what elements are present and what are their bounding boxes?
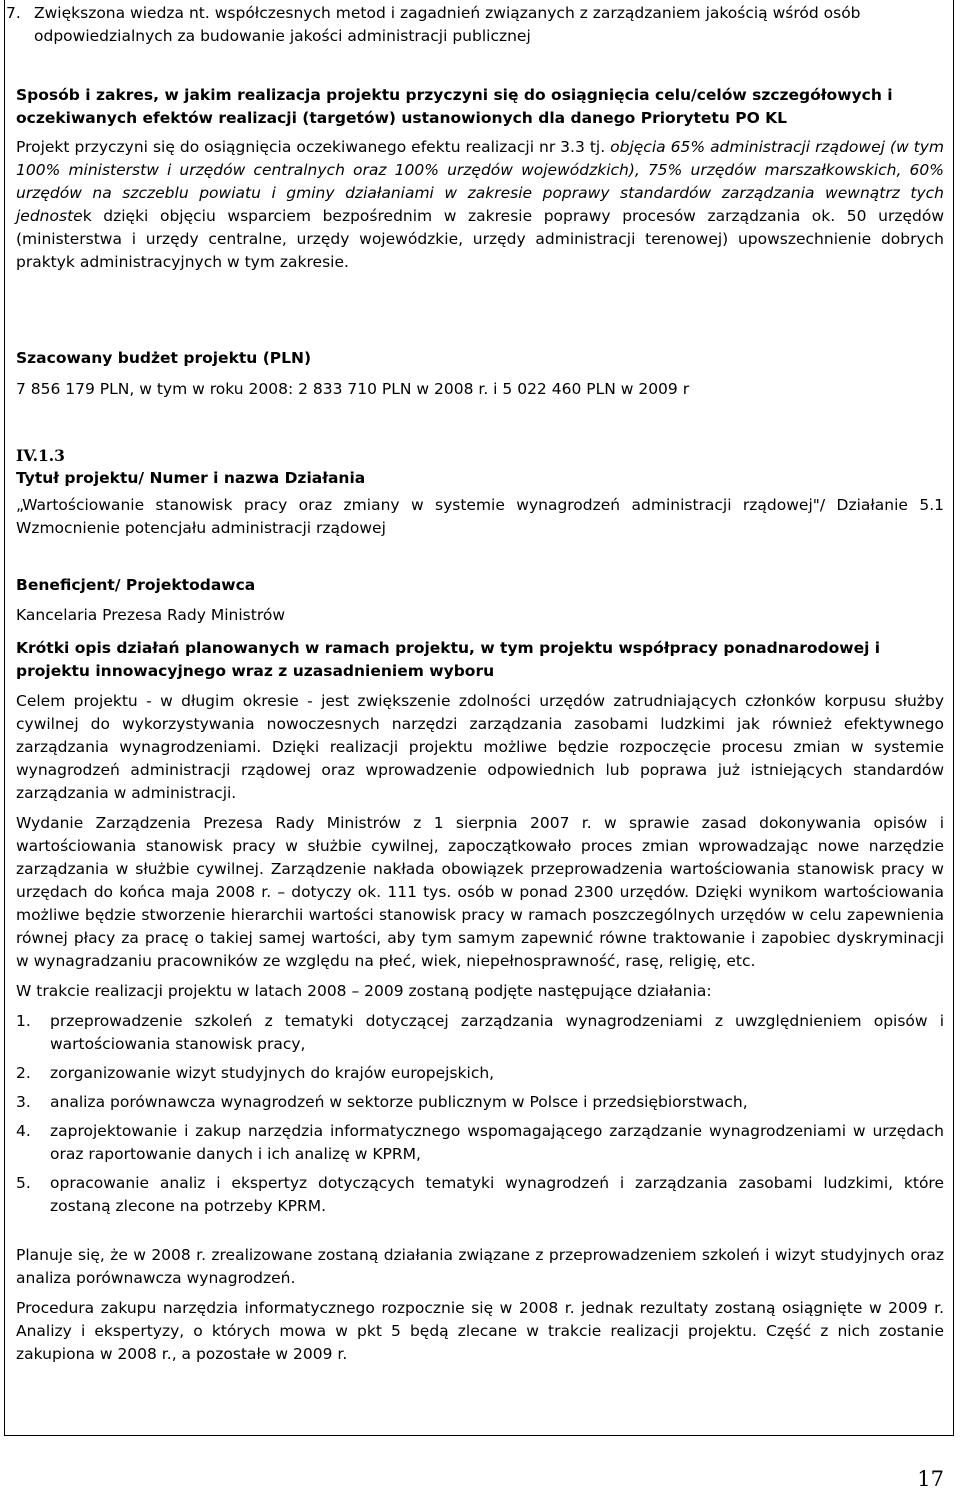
beneficiary-name: Kancelaria Prezesa Rady Ministrów <box>16 606 286 624</box>
sposob-section <box>16 84 944 274</box>
list-item-text: przeprowadzenie szkoleń z tematyki dotyczącej zarządzania wynagrodzeniami z uwzględnieniem opisów i wartościowania stanowisk pracy, <box>50 1012 944 1053</box>
list-item-number: 1. <box>16 1012 31 1030</box>
closing-paragraph-2: Procedura zakupu narzędzia informatycznego rozpocznie się w 2008 r. jednak rezultaty zostaną osiągnięte w 2009 r. Analizy i ekspertyzy, o których mowa w pkt 5 będą zlecane w trakcie realizacji projektu. Część z nich zostanie zakupiona w 2008 r., a pozostałe w 2009 r. <box>16 1299 944 1363</box>
list-item-number: 3. <box>16 1093 31 1111</box>
list-item-number: 2. <box>16 1064 31 1082</box>
closing-paragraph-1: Planuje się, że w 2008 r. zrealizowane zostaną działania związane z przeprowadzeniem szkoleń i wizyt studyjnych oraz analiza porównawcza wynagrodzeń. <box>16 1246 944 1287</box>
list-item <box>16 1091 944 1114</box>
project-number: IV.1.3 <box>16 446 65 465</box>
list-item-text: analiza porównawcza wynagrodzeń w sektorze publicznym w Polsce i przedsiębiorstwach, <box>50 1093 748 1111</box>
project-title: „Wartościowanie stanowisk pracy oraz zmiany w systemie wynagrodzeń administracji rządowej"/ Działanie 5.1 Wzmocnienie potencjału administracji rządowej <box>16 496 944 537</box>
section-7 <box>6 2 946 48</box>
list-item-text: opracowanie analiz i ekspertyz dotyczących tematyki wynagrodzeń i zarządzania zasobami ludzkimi, które zostaną zlecone na potrzeby KPRM. <box>50 1174 944 1215</box>
list-item-number: 5. <box>16 1174 31 1192</box>
title-heading: Tytuł projektu/ Numer i nazwa Działania <box>16 469 366 487</box>
budget-value: 7 856 179 PLN, w tym w roku 2008: 2 833 710 PLN w 2008 r. i 5 022 460 PLN w 2009 r <box>16 380 690 398</box>
paragraph-2: Wydanie Zarządzenia Prezesa Rady Ministrów z 1 sierpnia 2007 r. w sprawie zasad dokonywania opisów i wartościowania stanowisk pracy w służbie cywilnej, zapoczątkowało proces zmian wprowadzając nowe narzędzie zarządzania w służbie cywilnej. Zarządzenie nakłada obowiązek przeprowadzenia wartościowania stanowisk pracy w urzędach do końca maja 2008 r. – dotyczy ok. 111 tys. osób w ponad 2300 urzędów. Dzięki wynikom wartościowania możliwe będzie stworzenie hierarchii wartości stanowisk pracy w ramach poszczególnych urzędów w celu zapewnienia równej płacy za pracę o takiej samej wartości, aby tym samym zapewnić równe traktowanie i zapobiec dyskryminacji w wynagradzaniu pracowników ze względu na płeć, wiek, niepełnosprawność, rasę, religię, etc. <box>16 814 944 970</box>
paragraph-1: Celem projektu - w długim okresie - jest zwiększenie zdolności urzędów zatrudniających członków korpusu służby cywilnej do wykorzystywania nowoczesnych narzędzi zarządzania zasobami ludzkimi jak również efektywnego zarządzania wynagrodzeniami. Dzięki realizacji projektu możliwe będzie rozpoczęcie procesu zmian w systemie wynagrodzeń administracji rządowej oraz wprowadzenie odpowiednich lub poprawa już istniejących standardów zarządzania w administracji. <box>16 692 944 802</box>
section-7-text: Zwiększona wiedza nt. współczesnych metod i zagadnień związanych z zarządzaniem jakością wśród osób odpowiedzialnych za budowanie jakości administracji publicznej <box>34 4 861 45</box>
project-section <box>16 444 944 1366</box>
paragraph-3: W trakcie realizacji projektu w latach 2008 – 2009 zostaną podjęte następujące działania: <box>16 982 712 1000</box>
list-item-text: zaprojektowanie i zakup narzędzia informatycznego wspomagającego zarządzanie wynagrodzeniami w urzędach oraz raportowanie danych i ich analizę w KPRM, <box>50 1122 944 1163</box>
sposob-rest: k dzięki objęciu wsparciem bezpośrednim w zakresie poprawy procesów zarządzania ok. 50 urzędów (ministerstwa i urzędy centralne, urzędy wojewódzkie, urzędy administracji terenowej) upowszechnienie dobrych praktyk administracyjnych w tym zakresie. <box>16 207 944 271</box>
description-heading: Krótki opis działań planowanych w ramach projektu, w tym projektu współpracy ponadnarodowej i projektu innowacyjnego wraz z uzasadnieniem wyboru <box>16 639 881 680</box>
page-number: 17 <box>917 1467 944 1491</box>
sposob-intro: Projekt przyczyni się do osiągnięcia oczekiwanego efektu realizacji nr 3.3 tj. <box>16 138 606 156</box>
list-item-number: 4. <box>16 1122 31 1140</box>
budget-heading: Szacowany budżet projektu (PLN) <box>16 349 312 367</box>
list-item <box>16 1062 944 1085</box>
list-item <box>16 1010 944 1056</box>
activities-list <box>16 1010 944 1218</box>
sposob-italic: objęcia 65% administracji rządowej (w tym 100% ministerstw i urzędów centralnych oraz 100% urzędów wojewódzkich), 75% urzędów marszałkowskich, 60% urzędów na szczeblu powiatu i gminy działaniami w zakresie poprawy standardów zarządzania wewnątrz tych jednoste <box>16 138 944 225</box>
sposob-heading: Sposób i zakres, w jakim realizacja projektu przyczyni się do osiągnięcia celu/celów szczegółowych i oczekiwanych efektów realizacji (targetów) ustanowionych dla danego Priorytetu PO KL <box>16 86 893 127</box>
budget-section <box>16 347 944 401</box>
sposob-body <box>16 136 944 274</box>
beneficiary-heading: Beneficjent/ Projektodawca <box>16 576 256 594</box>
list-item-text: zorganizowanie wizyt studyjnych do krajów europejskich, <box>50 1064 495 1082</box>
list-item <box>16 1172 944 1218</box>
list-item <box>16 1120 944 1166</box>
section-7-number: 7. <box>6 4 21 22</box>
